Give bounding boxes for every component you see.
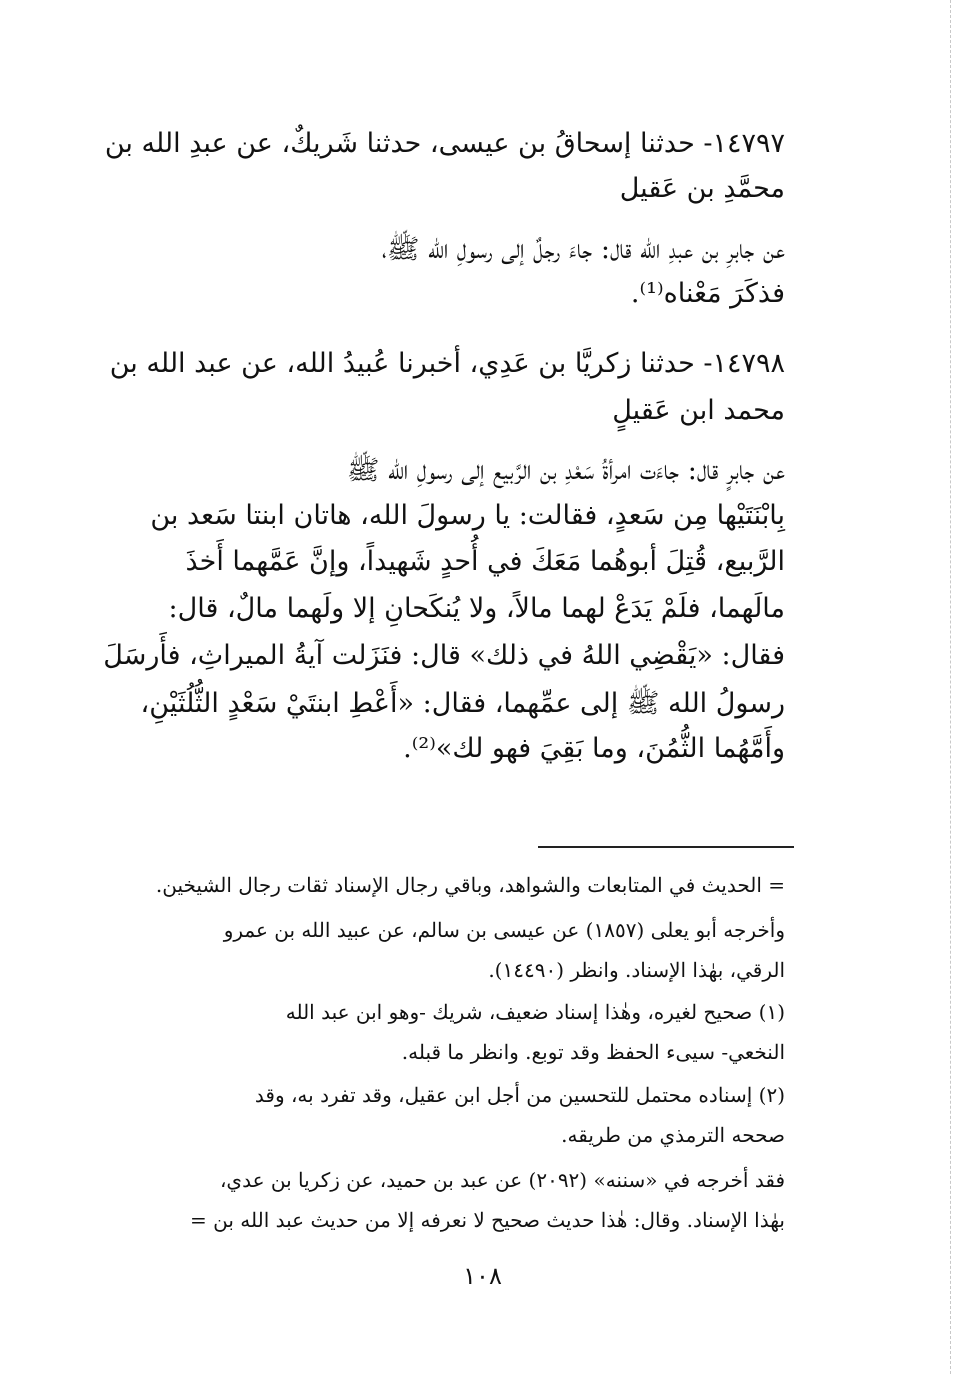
- hadith-14798-line-3: عن جابرٍ قال: جاءَت امرأةُ سَعْدِ بن الرَّبيع إلى رسولِ الله ﷺ: [346, 455, 785, 486]
- hadith-14798-line-9: وأَمَّهُما الثُّمُنَ، وما بَقِيَ فهو لك»⁽²⁾.: [403, 733, 785, 764]
- page-edge: [950, 0, 951, 1374]
- hadith-14797-line-2: محمَّدِ بن عَقيل: [619, 173, 785, 204]
- hadith-14798-line-8: رسولُ الله ﷺ إلى عمِّهما، فقال: «أَعْطِ ابنتَيْ سَعْدٍ الثُّلُثَيْنِ،: [140, 688, 785, 719]
- hadith-14798-line-5: الرَّبيع، قُتِلَ أبوهُما مَعَكَ في أُحدٍ شَهيداً، وإنَّ عَمَّهما أَخذَ: [185, 546, 785, 577]
- hadith-14797-line-3: عن جابرِ بن عبدِ الله قال: جاءَ رجلٌ إلى رسولِ الله ﷺ،: [381, 234, 785, 265]
- footnote-line-7: صححه الترمذي من طريقه.: [561, 1123, 785, 1147]
- hadith-14798-line-2: محمد ابن عَقيلٍ: [612, 395, 785, 426]
- footnote-line-1: = الحديث في المتابعات والشواهد، وباقي رجال الإسناد ثقات رجال الشيخين.: [155, 873, 785, 897]
- footnote-separator: [538, 846, 794, 848]
- page-number: ١٠٨: [463, 1262, 502, 1290]
- hadith-14797-line-1: ١٤٧٩٧- حدثنا إسحاقُ بن عيسى، حدثنا شَريكٌ، عن عبدِ الله بن: [104, 128, 785, 159]
- hadith-14798-line-1: ١٤٧٩٨- حدثنا زكريَّا بن عَدِي، أخبرنا عُبيدُ الله، عن عبد الله بن: [109, 348, 785, 379]
- footnote-line-3: الرقي، بهٰذا الإسناد. وانظر (١٤٤٩٠).: [488, 958, 785, 982]
- footnote-line-8: فقد أخرجه في «سننه» (٢٠٩٢) عن عبد بن حميد، عن زكريا بن عدي،: [219, 1168, 785, 1192]
- hadith-14798-line-6: مالَهما، فلَمْ يَدَعْ لهما مالاً، ولا يُنكَحانِ إلا ولَهما مالٌ، قال:: [168, 593, 785, 624]
- footnote-line-6: (٢) إسناده محتمل للتحسين من أجل ابن عقيل، وقد تفرد به، وقد: [254, 1083, 785, 1107]
- footnote-line-2: وأخرجه أبو يعلى (١٨٥٧) عن عيسى بن سالم، عن عبيد الله بن عمرو: [223, 918, 785, 942]
- hadith-14798-line-7: فقال: «يَقْضِي اللهُ في ذلك» قال: فنَزَلت آيةُ الميراثِ، فأَرسَلَ: [103, 640, 785, 671]
- footnote-line-9: بهٰذا الإسناد. وقال: هٰذا حديث صحيح لا نعرفه إلا من حديث عبد الله بن =: [190, 1208, 785, 1232]
- footnote-line-5: النخعي- سيىء الحفظ وقد توبع. وانظر ما قبله.: [401, 1040, 785, 1064]
- hadith-14797-line-4: فذكَرَ مَعْناه⁽¹⁾.: [630, 278, 785, 309]
- hadith-14798-line-4: بِابْنَتَيْها مِن سَعدٍ، فقالت: يا رسولَ الله، هاتان ابنتا سَعد بن: [150, 500, 785, 531]
- footnote-line-4: (١) صحيح لغيره، وهٰذا إسناد ضعيف، شريك -وهو ابن عبد الله: [285, 1000, 785, 1024]
